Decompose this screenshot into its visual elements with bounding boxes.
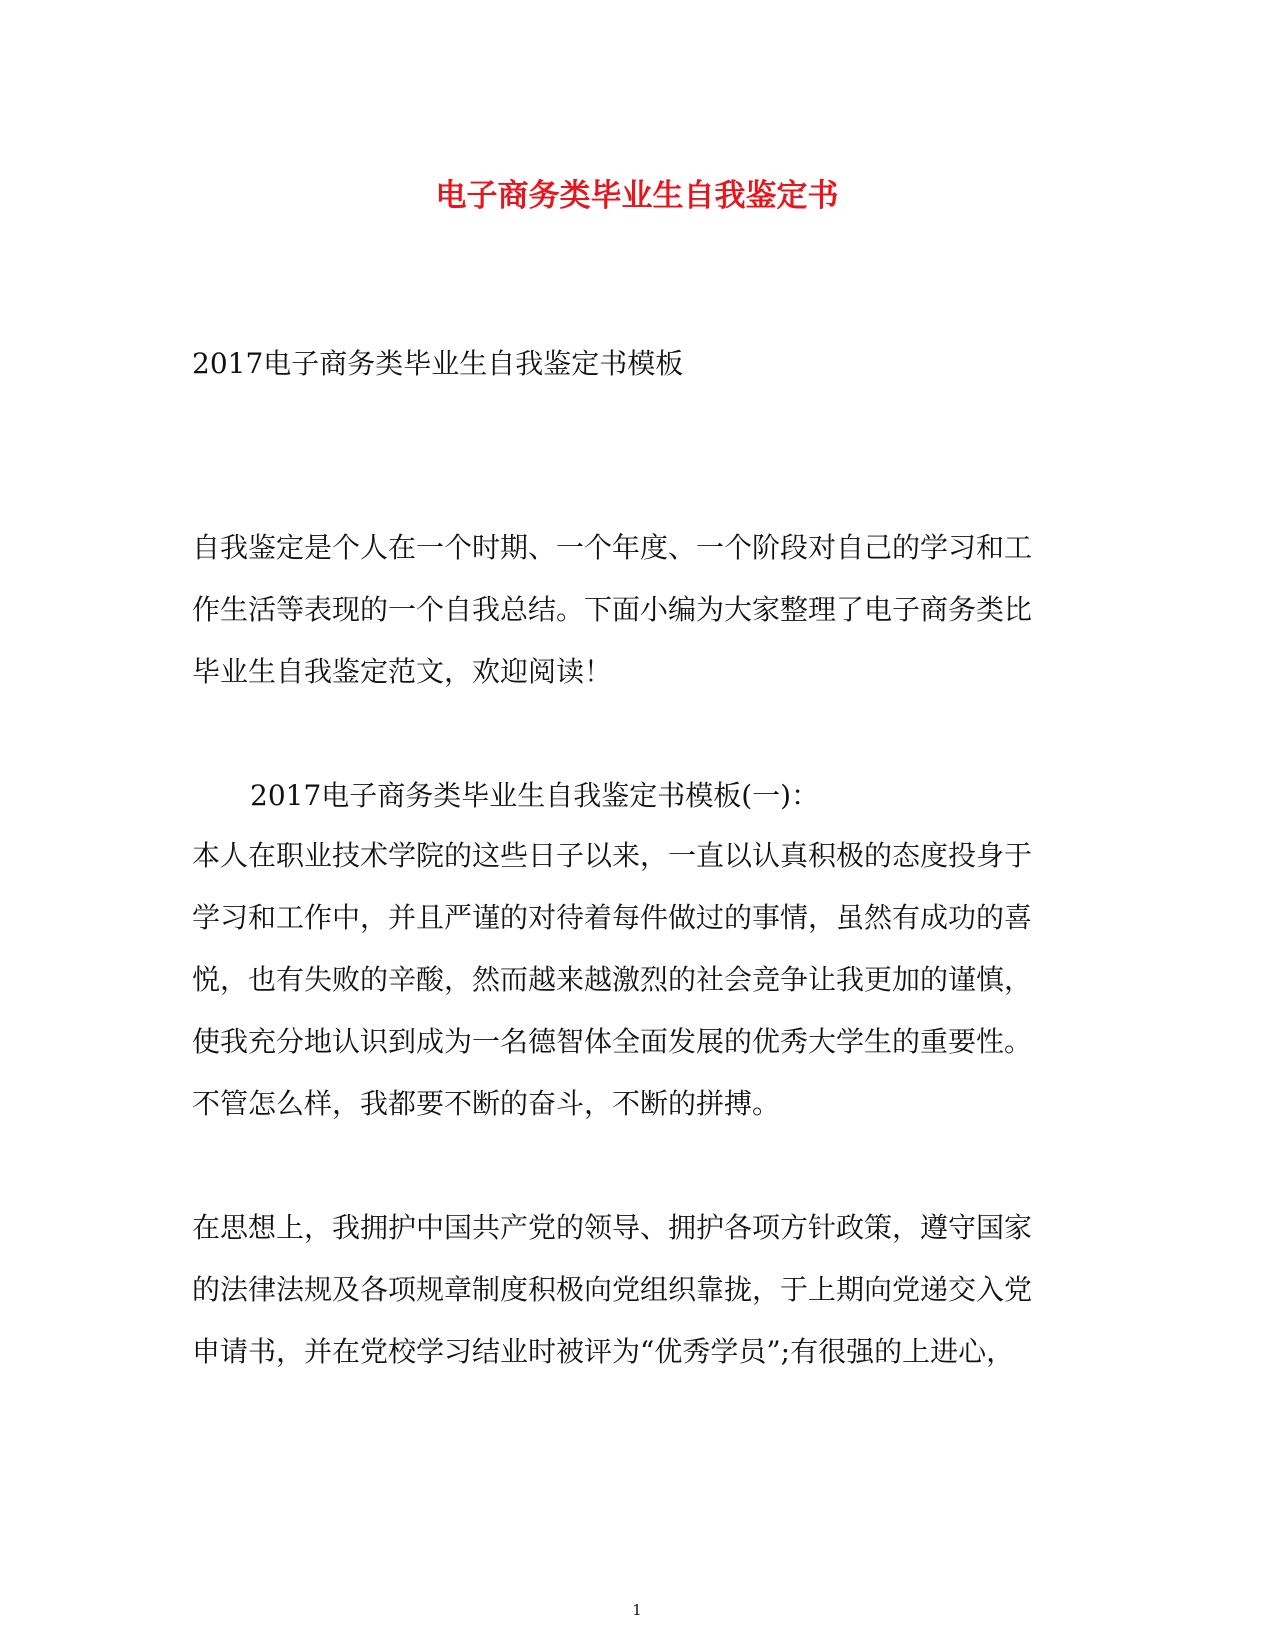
document-title: 电子商务类毕业生自我鉴定书: [435, 178, 839, 214]
intro-line-3: 毕业生自我鉴定范文，欢迎阅读！: [192, 655, 613, 688]
paragraph2-line-2: 的法律法规及各项规章制度积极向党组织靠拢，于上期向党递交入党: [192, 1273, 1033, 1306]
paragraph1-line-5: 不管怎么样，我都要不断的奋斗，不断的拼搏。: [192, 1087, 781, 1120]
paragraph1-line-1: 本人在职业技术学院的这些日子以来，一直以认真积极的态度投身于: [192, 839, 1033, 872]
document-subtitle: 2017电子商务类毕业生自我鉴定书模板: [192, 347, 684, 380]
intro-line-2: 作生活等表现的一个自我总结。下面小编为大家整理了电子商务类比: [192, 593, 1033, 626]
section-heading: 2017电子商务类毕业生自我鉴定书模板(一)：: [250, 779, 820, 812]
intro-line-1: 自我鉴定是个人在一个时期、一个年度、一个阶段对自己的学习和工: [192, 531, 1033, 564]
paragraph1-line-3: 悦，也有失败的辛酸，然而越来越激烈的社会竞争让我更加的谨慎，: [192, 963, 1033, 996]
page-number: 1: [632, 1601, 642, 1619]
paragraph1-line-2: 学习和工作中，并且严谨的对待着每件做过的事情，虽然有成功的喜: [192, 901, 1033, 934]
paragraph2-line-3: 申请书，并在党校学习结业时被评为“优秀学员”;有很强的上进心，: [192, 1335, 1015, 1368]
paragraph1-line-4: 使我充分地认识到成为一名德智体全面发展的优秀大学生的重要性。: [192, 1025, 1033, 1058]
paragraph2-line-1: 在思想上，我拥护中国共产党的领导、拥护各项方针政策，遵守国家: [192, 1211, 1033, 1244]
